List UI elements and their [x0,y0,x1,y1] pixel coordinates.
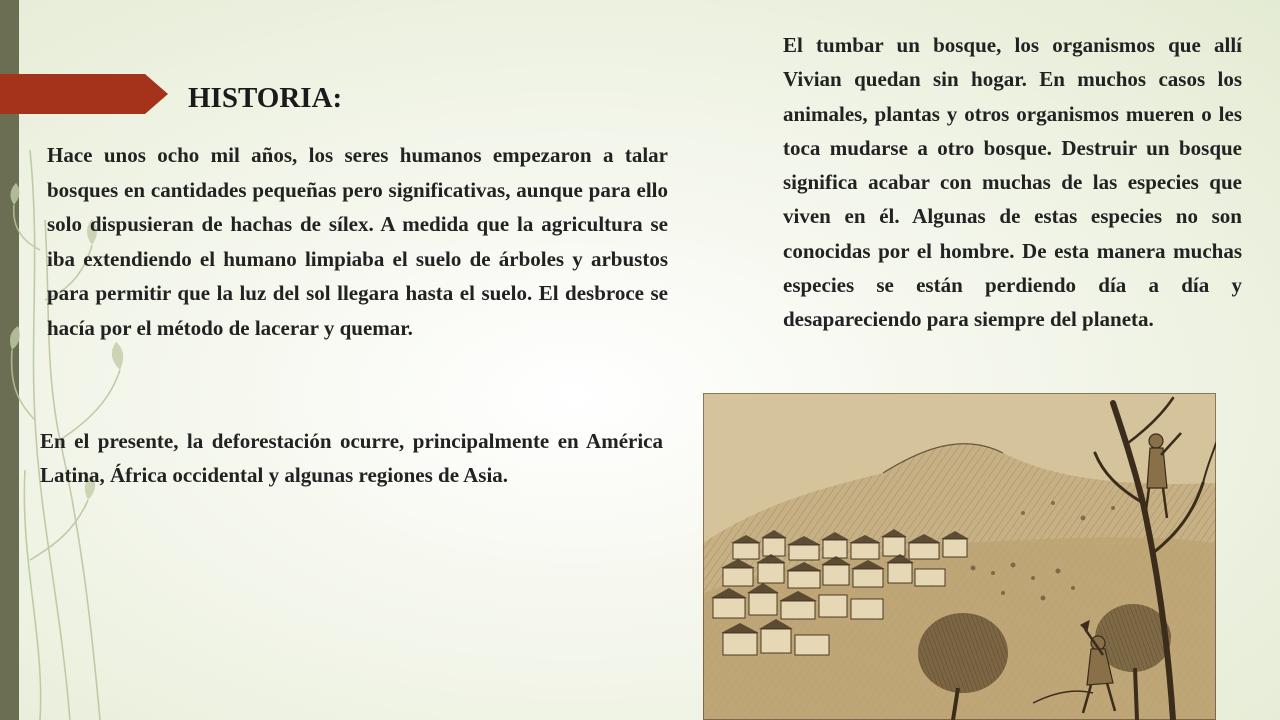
species-loss-paragraph: El tumbar un bosque, los organismos que allí Vivian quedan sin hogar. En muchos casos los animales, plantas y otros organismos mueren o les toca mudarse a otro bosque. Destruir un bosque significa acabar con muchas de las especies que viven en él. Algunas de estas especies no son conocidas por el hombre. De esta manera muchas especies se están perdiendo día a día y desapareciendo para siempre del planeta. [783,33,1242,332]
history-paragraph: Hace unos ocho mil años, los seres humanos empezaron a talar bosques en cantidades pequeñas pero significativas, aunque para ello solo dispusieran de hachas de sílex. A medida que la agricultura se iba extendiendo el humano limpiaba el suelo de árboles y arbustos para permitir que la luz del sol llegara hasta el suelo. El desbroce se hacía por el método de lacerar y quemar. [47,143,668,340]
slide-heading: HISTORIA: [188,82,343,114]
present-deforestation-paragraph: En el presente, la deforestación ocurre, principalmente en América Latina, África occidental y algunas regiones de Asia. [40,429,663,487]
engraving-illustration [703,393,1216,720]
decorative-vines [0,0,220,720]
